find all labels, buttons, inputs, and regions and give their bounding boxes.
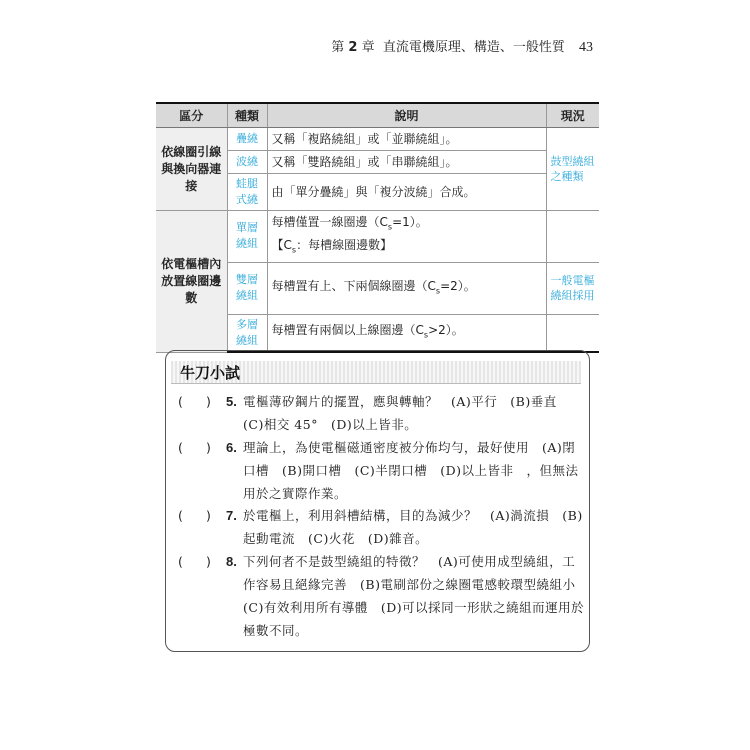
status-cell	[546, 211, 599, 263]
chapter-suffix: 章	[361, 40, 375, 55]
practice-header-bar	[171, 361, 581, 384]
winding-table	[156, 102, 599, 353]
status-cell	[546, 314, 599, 352]
answer-paren-open: (	[178, 508, 183, 523]
question-number: 6.	[226, 440, 237, 455]
table-row	[156, 128, 599, 151]
question-number: 7.	[226, 508, 237, 523]
answer-paren-close: )	[206, 554, 211, 569]
answer-paren-open: (	[178, 394, 183, 409]
question-text: 電樞薄矽鋼片的擺置，應與轉軸？ (A)平行 (B)垂直 (C)相交 45° (D)以上皆非。	[243, 394, 570, 432]
table-header-row	[156, 103, 599, 128]
answer-paren-open: (	[178, 554, 183, 569]
question-text: 於電樞上，利用斜槽結構，目的為減少？ (A)渦流損 (B)起動電流 (C)火花 (D)雜音。	[243, 508, 583, 546]
category-cell: 依電樞槽內放置線圈邊數	[156, 211, 227, 353]
kind-cell: 波繞	[227, 151, 267, 174]
kind-cell: 雙層繞組	[227, 262, 267, 314]
header-kind: 種類	[227, 103, 267, 128]
question-number: 5.	[226, 394, 237, 409]
answer-paren-close: )	[206, 440, 211, 455]
description-cell: 每槽置有兩個以上線圈邊$(C_s>2)$。	[267, 314, 546, 352]
question-text: 理論上，為使電樞磁通密度被分佈均勻，最好使用 (A)閉口槽 (B)開口槽 (C)半閉口槽 (D)以上皆非 ，但無法用於之實際作業。	[243, 440, 579, 501]
kind-cell: 多層繞組	[227, 314, 267, 352]
kind-cell: 疊繞	[227, 128, 267, 151]
header-description: 說明	[267, 103, 546, 128]
question-text: 下列何者不是鼓型繞組的特徵？ (A)可使用成型繞組，工作容易且絕緣完善 (B)電刷部份之線圈電感較環型繞組小 (C)有效利用所有導體 (D)可以採同一形狀之繞組而運用於極數不同。	[243, 554, 589, 638]
kind-cell: 蛙腿式繞	[227, 174, 267, 211]
kind-cell: 單層繞組	[227, 211, 267, 263]
question-6	[178, 436, 588, 505]
description-cell: 又稱「複路繞組」或「並聯繞組」。	[267, 128, 546, 151]
chapter-title: 直流電機原理、構造、一般性質	[382, 40, 565, 55]
question-8	[178, 550, 588, 642]
table-row	[156, 211, 599, 263]
header-category: 區分	[156, 103, 227, 128]
running-header	[331, 36, 593, 56]
question-number: 8.	[226, 554, 237, 569]
chapter-number: 2	[348, 40, 358, 55]
question-5	[178, 390, 588, 436]
description-cell: 由「單分疊繞」與「複分波繞」合成。	[267, 174, 546, 211]
category-cell: 依線圈引線與換向器連接	[156, 128, 227, 211]
question-7	[178, 504, 588, 550]
header-status: 現況	[546, 103, 599, 128]
answer-paren-close: )	[206, 394, 211, 409]
description-cell: 每槽僅置一線圈邊$(C_s=1)$。 【$C_s$：每槽線圈邊數】	[267, 211, 546, 263]
page-number: 43	[579, 40, 593, 55]
answer-paren-close: )	[206, 508, 211, 523]
answer-paren-open: (	[178, 440, 183, 455]
description-cell: 每槽置有上、下兩個線圈邊$(C_s=2)$。	[267, 262, 546, 314]
chapter-prefix: 第	[331, 40, 345, 55]
status-cell: 鼓型繞組之種類	[546, 128, 599, 211]
status-cell: 一般電樞繞組採用	[546, 262, 599, 314]
description-cell: 又稱「雙路繞組」或「串聯繞組」。	[267, 151, 546, 174]
practice-title: 牛刀小試	[180, 364, 241, 382]
